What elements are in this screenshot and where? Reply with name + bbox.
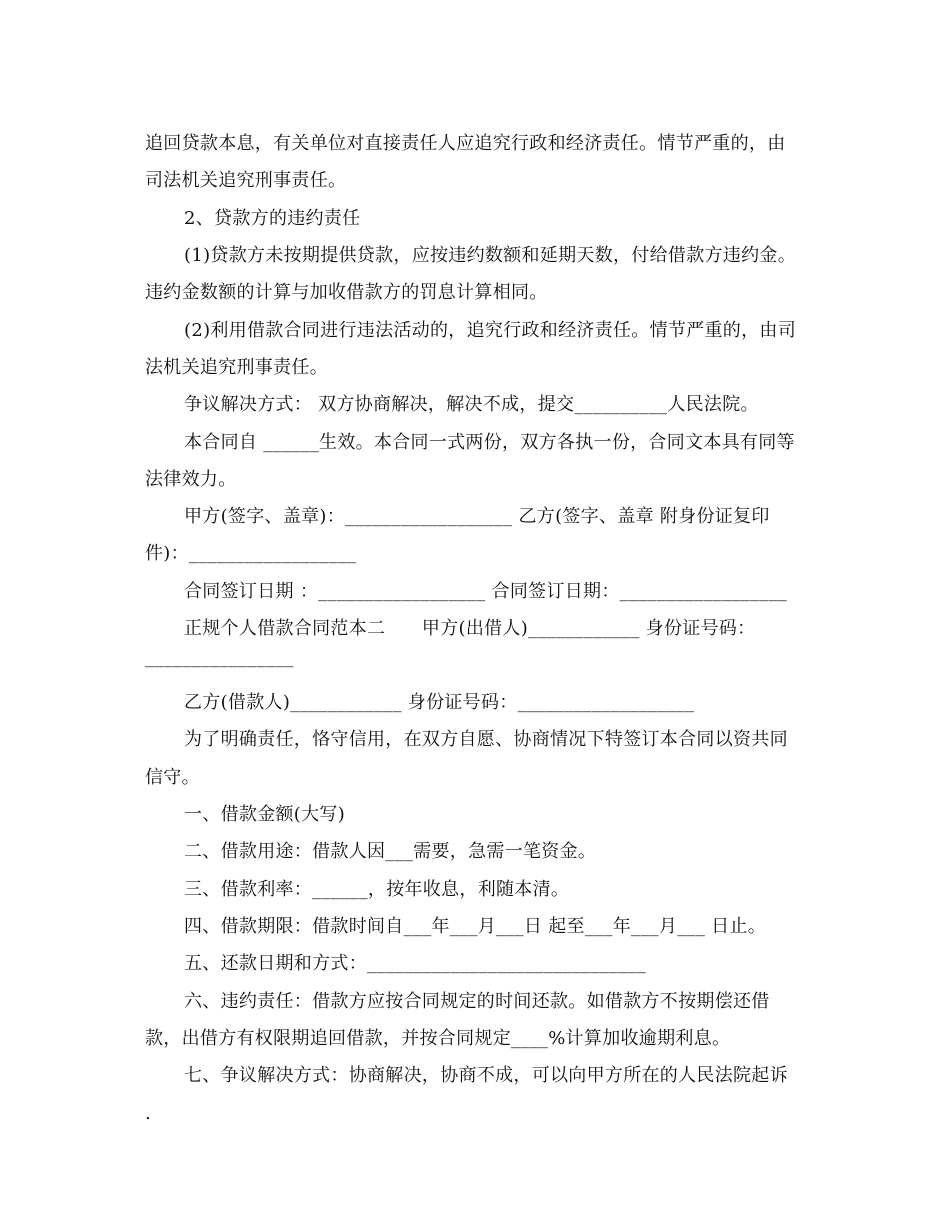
- text-line-12: 件)：__________________: [145, 543, 357, 564]
- text-line-1: 追回贷款本息，有关单位对直接责任人应追究行政和经济责任。情节严重的，由: [145, 133, 786, 154]
- text-line-15: ________________: [145, 647, 294, 668]
- text-line-6: (2)利用借款合同进行违法活动的，追究行政和经济责任。情节严重的，由司: [184, 320, 796, 341]
- clause-four: 四、借款期限：借款时间自___年___月___日 起至___年___月___ 日止。: [184, 916, 767, 937]
- clause-three: 三、借款利率：______，按年收息，利随本清。: [184, 879, 570, 900]
- template-two-title: 正规个人借款合同范本二 甲方(出借人)____________ 身份证号码：: [184, 618, 756, 639]
- clause-six: 六、违约责任：借款方应按合同规定的时间还款。如借款方不按期偿还借: [184, 991, 770, 1012]
- clause-two: 二、借款用途：借款人因___需要，急需一笔资金。: [184, 841, 597, 862]
- dispute-resolution-line: 争议解决方式： 双方协商解决，解决不成，提交__________人民法院。: [184, 394, 759, 415]
- clause-five: 五、还款日期和方式：______________________________: [184, 953, 646, 974]
- clause-seven: 七、争议解决方式：协商解决，协商不成，可以向甲方所在的人民法院起诉: [184, 1065, 788, 1086]
- text-line-17: 为了明确责任，恪守信用，在双方自愿、协商情况下特签订本合同以资共同: [184, 729, 788, 750]
- clause-one: 一、借款金额(大写): [184, 804, 346, 825]
- text-line-18: 信守。: [145, 767, 200, 788]
- text-line-5: 违约金数额的计算与加收借款方的罚息计算相同。: [145, 282, 548, 303]
- borrower-line: 乙方(借款人)____________ 身份证号码：___________________: [184, 692, 695, 713]
- signing-date-line: 合同签订日期 ：__________________ 合同签订日期：__________________: [184, 581, 788, 602]
- effective-date-line: 本合同自 ______生效。本合同一式两份，双方各执一份，合同文本具有同等: [184, 432, 795, 453]
- text-line-10: 法律效力。: [145, 469, 237, 490]
- text-line-7: 法机关追究刑事责任。: [145, 357, 328, 378]
- text-line-25: 款，出借方有权限期追回借款，并按合同规定____%计算加收逾期利息。: [145, 1028, 731, 1049]
- signature-line: 甲方(签字、盖章)：__________________ 乙方(签字、盖章 附身份证复印: [184, 506, 770, 527]
- section-heading: 2、贷款方的违约责任: [184, 208, 361, 229]
- text-line-2: 司法机关追究刑事责任。: [145, 170, 347, 191]
- text-line-4: (1)贷款方未按期提供贷款，应按违约数额和延期天数，付给借款方违约金。: [184, 245, 796, 266]
- text-line-27: .: [145, 1103, 152, 1124]
